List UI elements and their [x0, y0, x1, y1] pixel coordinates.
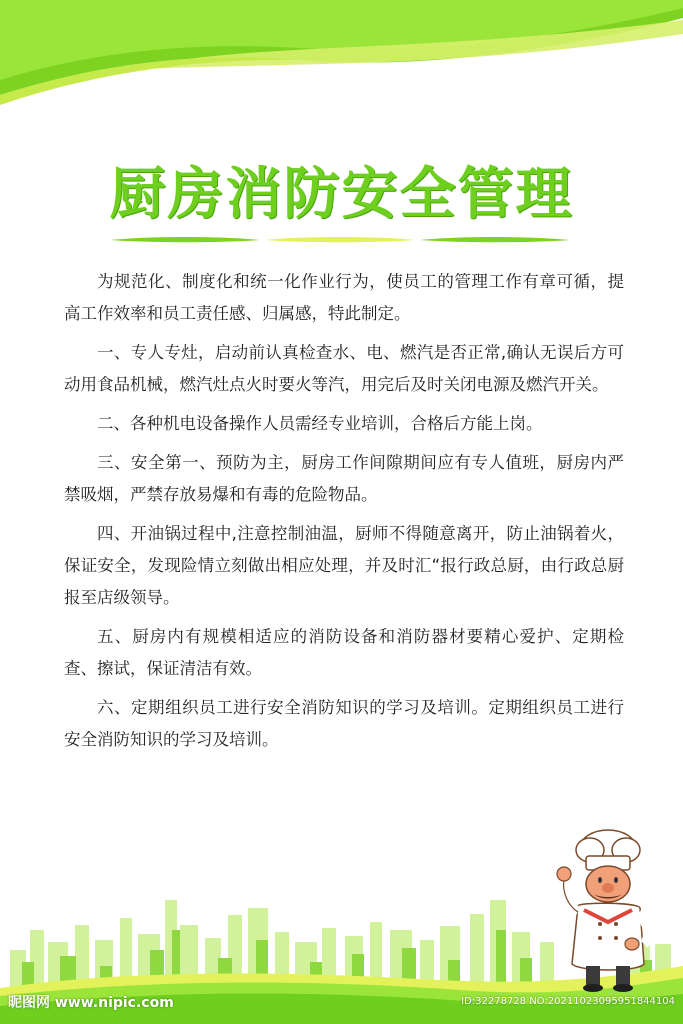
rule-2-paragraph: 二、各种机电设备操作人员需经专业培训，合格后方能上岗。 — [97, 414, 543, 433]
intro-paragraph: 为规范化、制度化和统一化作业行为，使员工的管理工作有章可循，提高工作效率和员工责任感、归属感，特此制定。 — [64, 272, 624, 323]
title-divider — [110, 234, 570, 246]
chef-illustration — [548, 826, 668, 996]
rule-6-paragraph: 六、定期组织员工进行安全消防知识的学习及培训。定期组织员工进行安全消防知识的学习及培训。 — [64, 698, 624, 749]
chef-hat-icon — [576, 830, 640, 870]
rule-5-paragraph: 五、厨房内有规模相适应的消防设备和消防器材要精心爱护、定期检查、擦试，保证清洁有效。 — [64, 627, 624, 678]
rule-3-paragraph: 三、安全第一、预防为主，厨房工作间隙期间应有专人值班，厨房内严禁吸烟，严禁存放易爆和有毒的危险物品。 — [64, 453, 624, 504]
site-watermark: 昵图网 www.nipic.com — [8, 995, 174, 1011]
page-title: 厨房消防安全管理 — [109, 162, 574, 227]
top-wave-decoration — [0, 0, 683, 110]
rule-4-paragraph: 四、开油锅过程中,注意控制油温，厨师不得随意离开，防止油锅着火，保证安全，发现险情立刻做出相应处理，并及时汇“报行政总厨，由行政总厨报至店级领导。 — [64, 524, 624, 607]
regulation-text — [64, 266, 624, 763]
rule-1-paragraph: 一、专人专灶，启动前认真检查水、电、燃汽是否正常,确认无误后方可动用食品机械，燃汽灶点火时要火等汽，用完后及时关闭电源及燃汽开关。 — [64, 343, 624, 394]
image-id-label: ID:32278728 NO:20211023095951844104 — [461, 996, 675, 1007]
